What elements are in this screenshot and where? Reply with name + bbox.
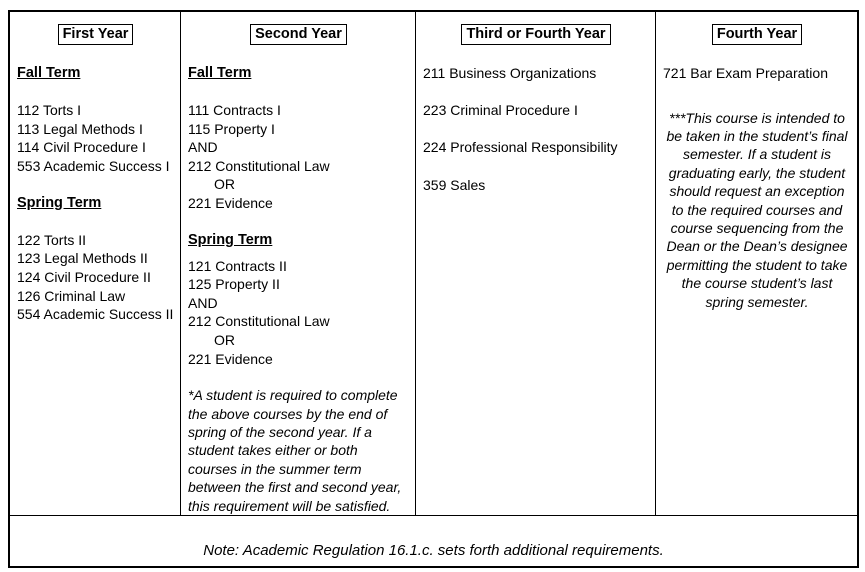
column-third-or-fourth-year — [415, 12, 655, 515]
course-item: 221 Evidence — [188, 194, 273, 211]
footer-note-row — [10, 515, 857, 566]
fall-term-section — [17, 64, 174, 175]
course-item: 124 Civil Procedure II — [17, 269, 151, 286]
course-item: 553 Academic Success I — [17, 157, 170, 174]
course-item: 114 Civil Procedure I — [17, 139, 146, 156]
course-item: 212 Constitutional Law — [188, 157, 330, 174]
table-main-row — [10, 12, 857, 515]
course-item: 125 Property II — [188, 276, 280, 293]
course-sequence-table — [8, 10, 859, 568]
course-item: 554 Academic Success II — [17, 306, 174, 323]
column-header-fourth-year: Fourth Year — [712, 24, 802, 45]
course-item: 122 Torts II — [17, 231, 87, 248]
fall-term-course-list — [17, 101, 174, 175]
column-header-third-or-fourth-year: Third or Fourth Year — [461, 24, 610, 45]
course-item: 212 Constitutional Law — [188, 313, 330, 330]
course-item: 126 Criminal Law — [17, 287, 126, 304]
section-gap — [17, 175, 174, 194]
column-header-row — [188, 24, 409, 45]
column-header-first-year: First Year — [58, 24, 134, 45]
column-header-row — [423, 24, 649, 45]
term-title-spring: Spring Term — [17, 194, 102, 211]
section-gap — [188, 213, 409, 232]
second-year-note: *A student is required to complete the above courses by the end of spring of the second year. If a student takes either or both courses in the summer term between the first and second year, this requirement will be satisfied. — [188, 387, 402, 514]
fall-term-course-list — [188, 101, 409, 213]
term-title-fall: Fall Term — [188, 65, 252, 81]
column-header-row — [17, 24, 174, 45]
course-item: 223 Criminal Procedure I — [423, 102, 578, 119]
column-header-second-year: Second Year — [250, 24, 347, 45]
upper-level-course-list — [423, 64, 649, 194]
course-item: 115 Property I — [188, 120, 275, 137]
course-item: 112 Torts I — [17, 102, 82, 118]
column-second-year — [180, 12, 415, 515]
column-first-year — [10, 12, 180, 515]
term-title-fall: Fall Term — [17, 65, 81, 81]
fourth-year-note: ***This course is intended to be taken in the student’s final semester. If a student is graduating early, the student should request an exception to the required courses and course sequencing from the Dean or the Dean’s designee permitting the student to take the course student’s last spring semester. — [666, 109, 848, 310]
spring-term-course-list — [17, 231, 174, 324]
course-item: 121 Contracts II — [188, 257, 287, 274]
course-item: 721 Bar Exam Preparation — [663, 65, 828, 81]
course-item: OR — [214, 331, 235, 348]
course-item: 359 Sales — [423, 176, 486, 193]
fall-term-section — [188, 64, 409, 213]
course-item: AND — [188, 294, 218, 311]
course-item: 224 Professional Responsibility — [423, 139, 618, 156]
spring-term-course-list — [188, 257, 409, 369]
spring-term-section — [188, 231, 409, 368]
column-header-row — [663, 24, 851, 45]
course-item: 123 Legal Methods II — [17, 250, 148, 267]
course-item: OR — [214, 176, 235, 193]
column-fourth-year — [655, 12, 857, 515]
course-item: 221 Evidence — [188, 350, 273, 367]
course-item: 113 Legal Methods I — [17, 120, 143, 137]
course-item: 111 Contracts I — [188, 102, 281, 118]
term-title-spring: Spring Term — [188, 232, 273, 249]
footer-note: Note: Academic Regulation 16.1.c. sets forth additional requirements. — [203, 542, 664, 559]
fourth-year-course-list — [663, 64, 851, 83]
spring-term-section — [17, 194, 174, 324]
course-item: 211 Business Organizations — [423, 65, 597, 81]
course-item: AND — [188, 139, 218, 156]
